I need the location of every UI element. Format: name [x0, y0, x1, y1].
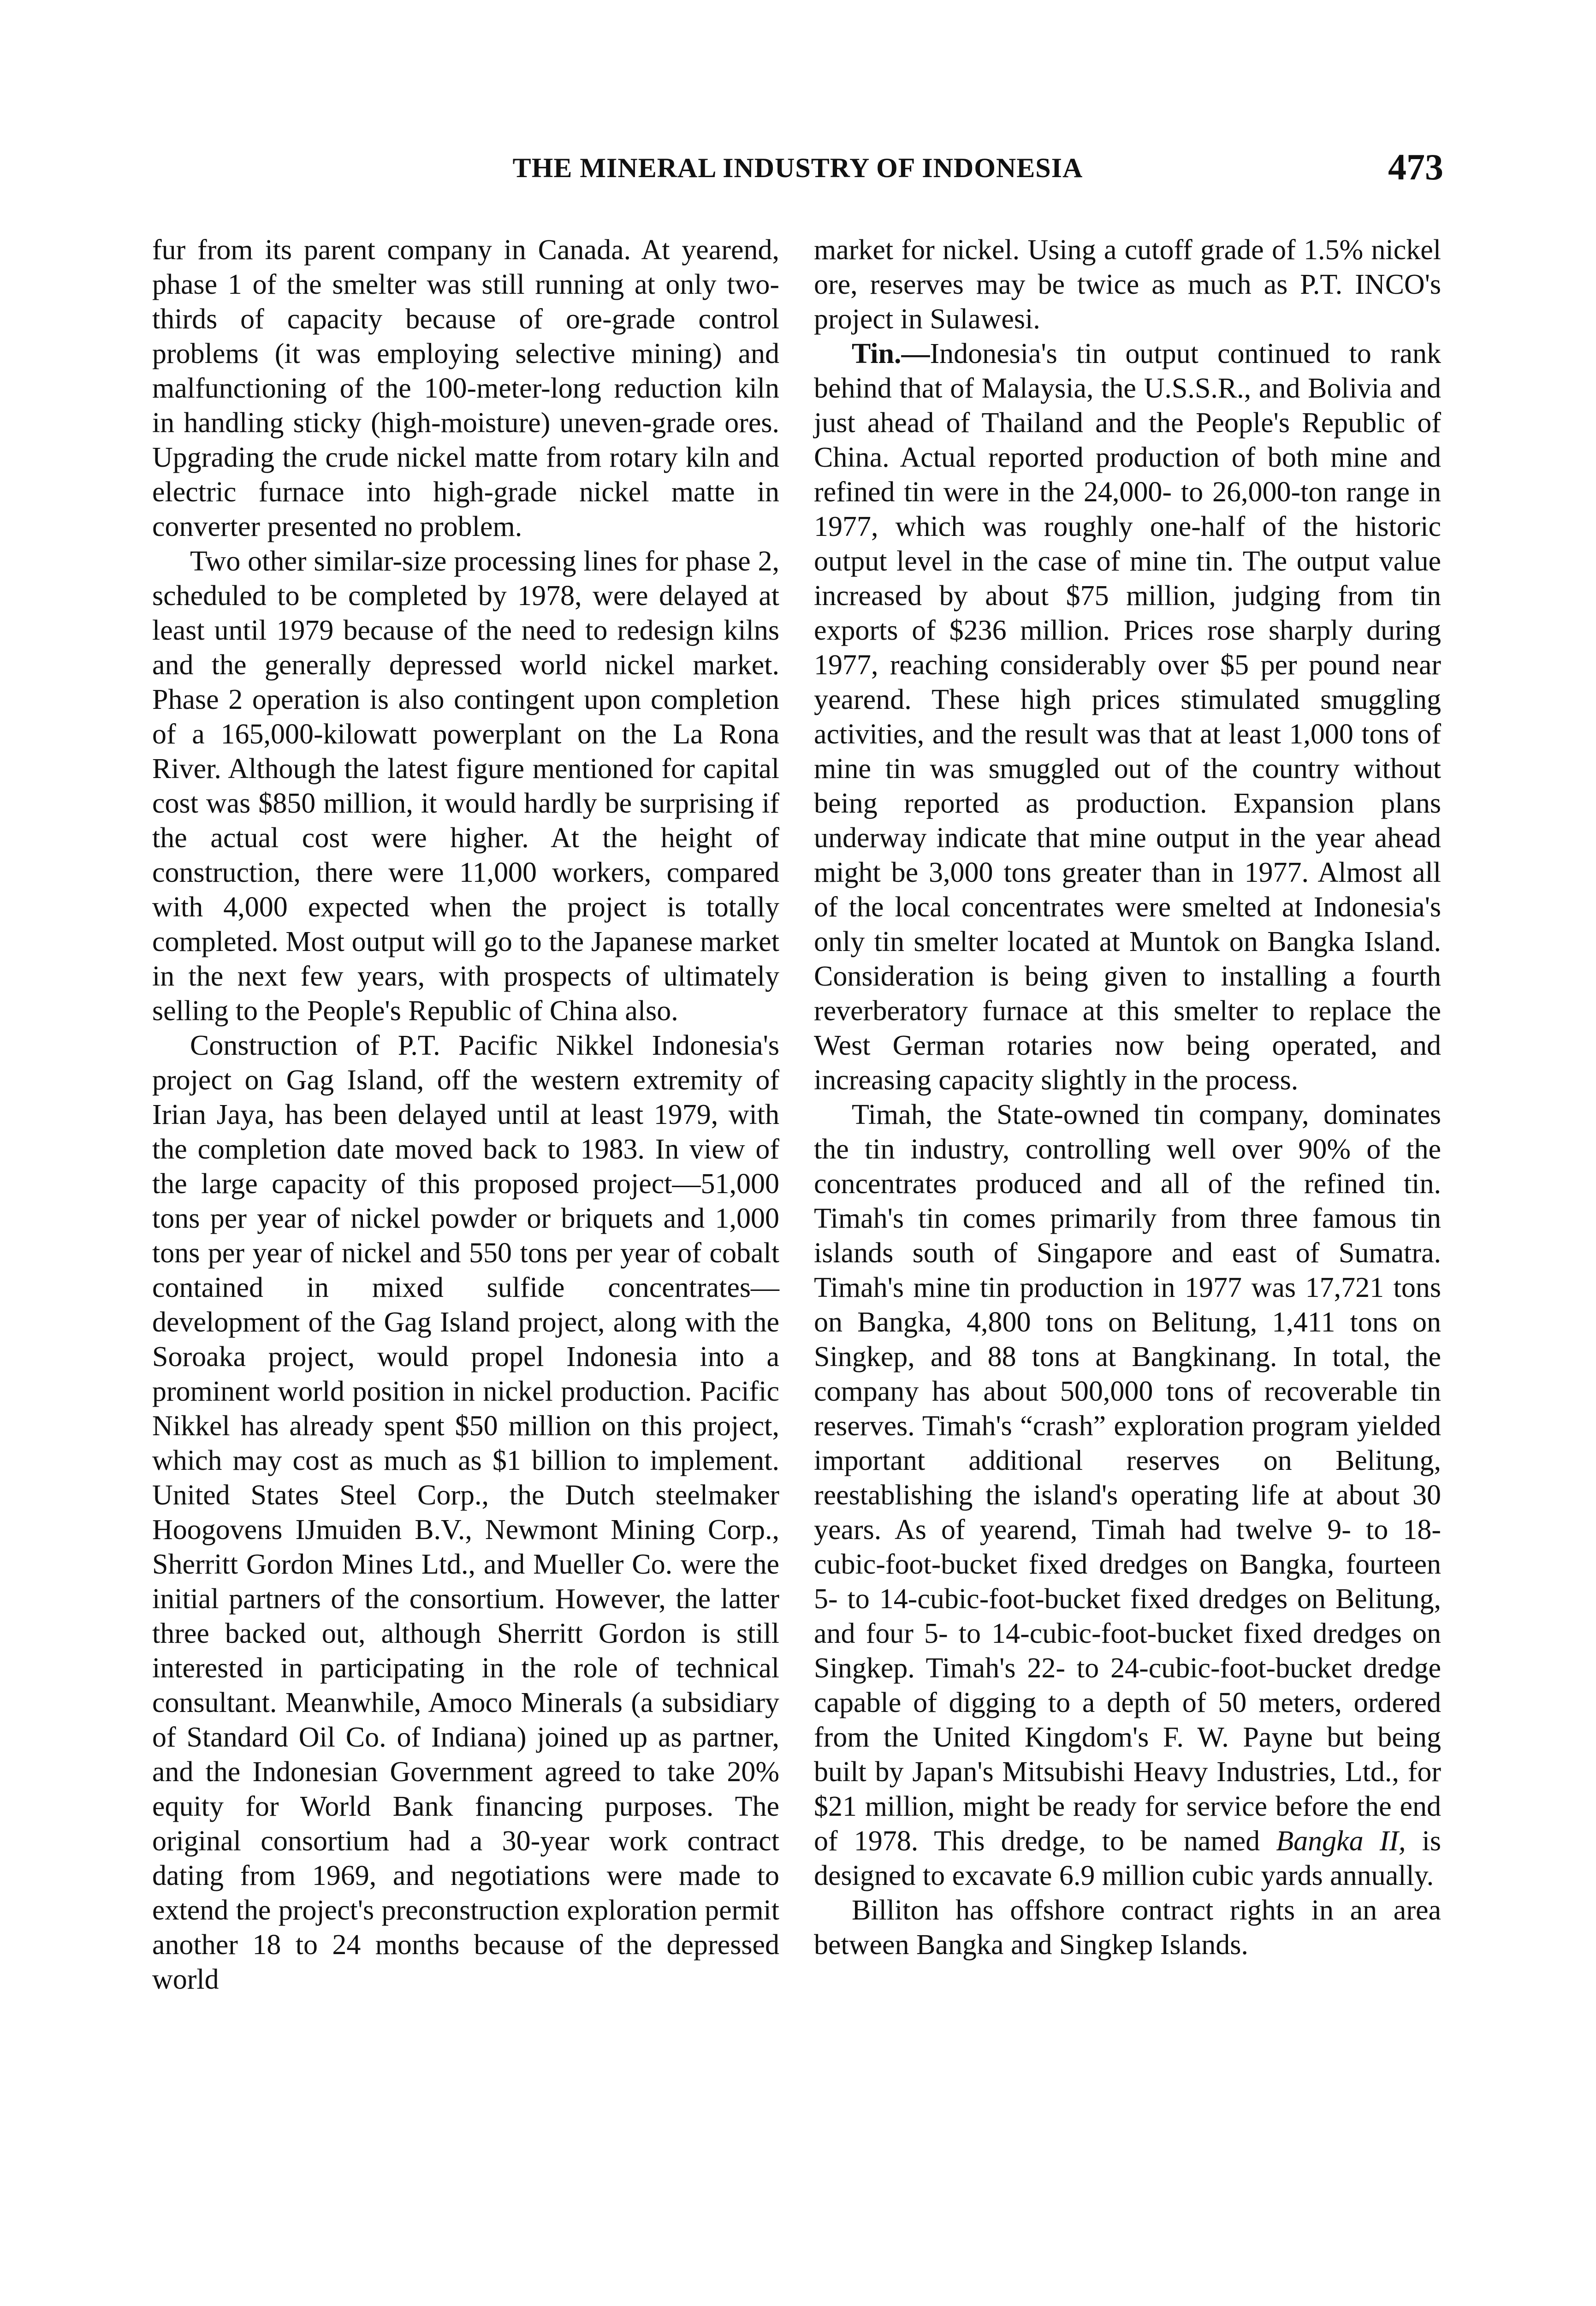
- left-column: [152, 233, 779, 1997]
- paragraph: [814, 1098, 1441, 1893]
- paragraph-text: Timah, the State-owned tin company, dominates the tin industry, controlling well over 90% of the concentrates produced and all of the refined tin. Timah's tin comes primarily from three famous tin islands south of Singapore and east of Sumatra. Timah's mine tin production in 1977 was 17,721 tons on Bangka, 4,800 tons on Belitung, 1,411 tons on Singkep, and 88 tons at Bangkinang. In total, the company has about 500,000 tons of recoverable tin reserves. Timah's “crash” exploration program yielded important additional reserves on Belitung, reestablishing the island's operating life at about 30 years. As of yearend, Timah had twelve 9- to 18-cubic-foot-bucket fixed dredges on Bangka, fourteen 5- to 14-cubic-foot-bucket fixed dredges on Belitung, and four 5- to 14-cubic-foot-bucket fixed dredges on Singkep. Timah's 22- to 24-cubic-foot-bucket dredge capable of digging to a depth of 50 meters, ordered from the United Kingdom's F. W. Payne but being built by Japan's Mitsubishi Heavy Industries, Ltd., for $21 million, might be ready for service before the end of 1978. This dredge, to be named: [814, 1099, 1441, 1857]
- paragraph: Two other similar-size processing lines for phase 2, scheduled to be completed by 1978, were delayed at least until 1979 because of the need to redesign kilns and the generally depressed world nickel market. Phase 2 operation is also contingent upon completion of a 165,000-kilowatt powerplant on the La Rona River. Although the latest figure mentioned for capital cost was $850 million, it would hardly be surprising if the actual cost were higher. At the height of construction, there were 11,000 workers, compared with 4,000 expected when the project is totally completed. Most output will go to the Japanese market in the next few years, with prospects of ultimately selling to the People's Republic of China also.: [152, 546, 779, 1027]
- paragraph-text: is designed to excavate 6.9 million cubic yards annually.: [814, 1825, 1441, 1891]
- paragraph: Construction of P.T. Pacific Nikkel Indonesia's project on Gag Island, off the western extremity of Irian Jaya, has been delayed until at least 1979, with the completion date moved back to 1983. In view of the large capacity of this proposed project—51,000 tons per year of nickel powder or briquets and 1,000 tons per year of nickel and 550 tons per year of cobalt contained in mixed sulfide concentrates—development of the Gag Island project, along with the Soroaka project, would propel Indonesia into a prominent world position in nickel production. Pacific Nikkel has already spent $50 million on this project, which may cost as much as $1 billion to implement. United States Steel Corp., the Dutch steelmaker Hoogovens IJmuiden B.V., Newmont Mining Corp., Sherritt Gordon Mines Ltd., and Mueller Co. were the initial partners of the consortium. However, the latter three backed out, although Sherritt Gordon is still interested in participating in the role of technical consultant. Meanwhile, Amoco Minerals (a subsidiary of Standard Oil Co. of Indiana) joined up as partner, and the Indonesian Government agreed to take 20% equity for World Bank financing purposes. The original consortium had a 30-year work contract dating from 1969, and negotiations were made to extend the project's preconstruction exploration permit another 18 to 24 months because of the depressed world: [152, 1030, 779, 1995]
- paragraph-text: Indonesia's tin output continued to rank behind that of Malaysia, the U.S.S.R., and Bolivia and just ahead of Thailand and the People's Republic of China. Actual reported production of both mine and refined tin were in the 24,000- to 26,000-ton range in 1977, which was roughly one-half of the historic output level in the case of mine tin. The output value increased by about $75 million, judging from tin exports of $236 million. Prices rose sharply during 1977, reaching considerably over $5 per pound near yearend. These high prices stimulated smuggling activities, and the result was that at least 1,000 tons of mine tin was smuggled out of the country without being reported as production. Expansion plans underway indicate that mine output in the year ahead might be 3,000 tons greater than in 1977. Almost all of the local concentrates were smelted at Indonesia's only tin smelter located at Muntok on Bangka Island. Consideration is being given to installing a fourth reverberatory furnace at this smelter to replace the West German rotaries now being operated, and increasing capacity slightly in the process.: [814, 338, 1441, 1096]
- dredge-name: Bangka II,: [1276, 1825, 1406, 1857]
- page-number: 473: [1388, 147, 1443, 188]
- section-heading-tin: Tin.—: [852, 338, 930, 369]
- paragraph: fur from its parent company in Canada. At yearend, phase 1 of the smelter was still running at only two-thirds of capacity because of ore-grade control problems (it was employing selective mining) and malfunctioning of the 100-meter-long reduction kiln in handling sticky (high-moisture) uneven-grade ores. Upgrading the crude nickel matte from rotary kiln and electric furnace into high-grade nickel matte in converter presented no problem.: [152, 234, 779, 542]
- running-title: THE MINERAL INDUSTRY OF INDONESIA: [512, 153, 1083, 183]
- paragraph: market for nickel. Using a cutoff grade of 1.5% nickel ore, reserves may be twice as much as P.T. INCO's project in Sulawesi.: [814, 234, 1441, 335]
- tin-section-paragraph: [814, 337, 1441, 1098]
- paragraph: Billiton has offshore contract rights in an area between Bangka and Singkep Islands.: [814, 1895, 1441, 1961]
- right-column: [814, 233, 1441, 1962]
- page-header: [152, 147, 1443, 197]
